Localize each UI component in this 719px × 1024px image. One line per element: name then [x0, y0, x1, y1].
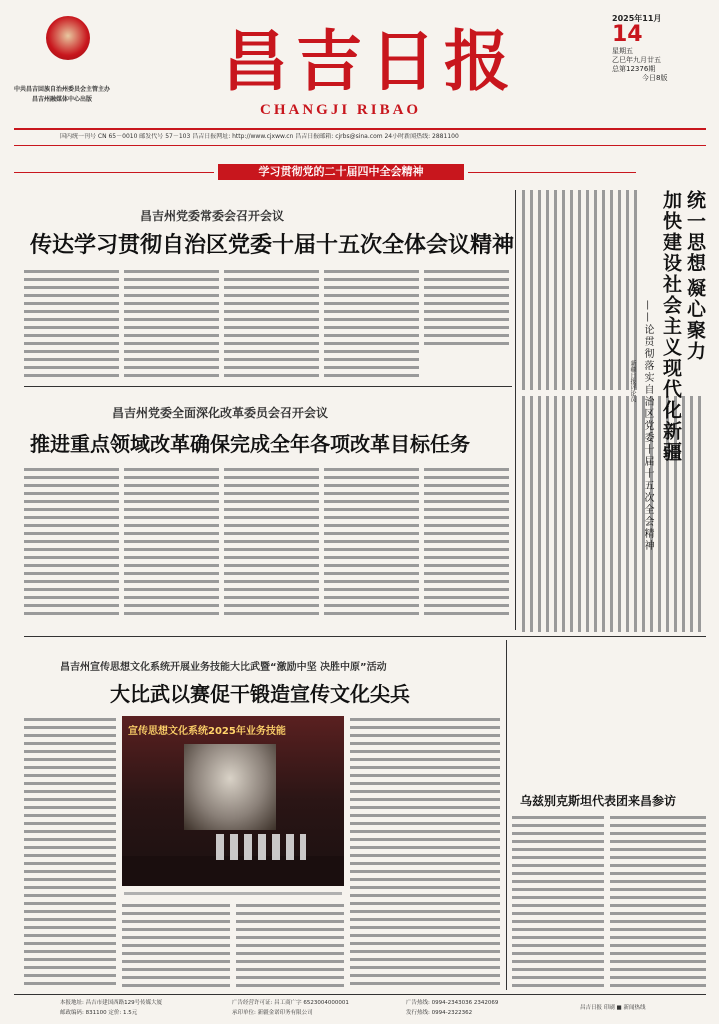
footer-address: 本报地址: 昌吉市建国西路129号传媒大厦 — [60, 1000, 163, 1006]
article4-divider — [506, 640, 507, 990]
article2-headline: 推进重点领域改革确保完成全年各项改革目标任务 — [30, 432, 470, 456]
info-bar: 国内统一刊号 CN 65－0010 邮发代号 57－103 昌吉日报网址: http://www.cjxww.cn 昌吉日报邮箱: cjrbs@sina.com 24小时新闻热线: 2881100 — [60, 133, 459, 140]
article1-body-col2 — [124, 268, 219, 380]
photo-people — [216, 834, 306, 860]
commentary-body-upper — [520, 190, 640, 390]
article1-body-col1 — [24, 268, 119, 380]
article2-body-col1 — [24, 466, 119, 618]
article1-body-col5 — [424, 268, 509, 348]
article2-body-col3 — [224, 466, 319, 618]
footer-distribution: 发行热线: 0994-2322362 — [406, 1010, 473, 1016]
commentary-byline: 新疆日报评论员 — [629, 360, 636, 402]
article3-body-col1 — [24, 716, 116, 988]
publisher-line-1: 中共昌吉回族自治州委员会主管主办 — [14, 86, 111, 93]
article4-headline: 乌兹别克斯坦代表团来昌参访 — [520, 794, 677, 808]
masthead-pinyin: CHANGJI RIBAO — [260, 102, 422, 118]
article1-headline: 传达学习贯彻自治区党委十届十五次全体会议精神 — [30, 232, 515, 258]
article1-kicker: 昌吉州党委常委会召开会议 — [140, 209, 285, 223]
article1-divider — [24, 386, 512, 387]
logo-emblem — [46, 16, 90, 60]
footer-ad-hotline: 广告热线: 0994-2343036 2342069 — [406, 1000, 499, 1006]
article3-body-col3 — [236, 902, 344, 988]
article3-headline: 大比武以赛促干锻造宣传文化尖兵 — [110, 682, 410, 706]
date-weekday: 星期五 — [612, 47, 633, 55]
commentary-title-2: 凝心聚力 — [684, 278, 706, 362]
footer-license: 广告经营许可证: 昌工商广字 6523004000001 — [232, 1000, 349, 1006]
article3-body-col4 — [350, 716, 500, 988]
info-bar-rule — [14, 145, 706, 146]
banner-line-left — [14, 172, 214, 173]
article2-body-col4 — [324, 466, 419, 618]
section-rule — [24, 636, 706, 637]
article2-kicker: 昌吉州党委全面深化改革委员会召开会议 — [112, 406, 329, 420]
article2-body-col2 — [124, 466, 219, 618]
photo-portrait — [184, 744, 276, 830]
issue-number: 总第12376期 — [612, 65, 656, 73]
date-lunar: 乙巳年九月廿五 — [612, 56, 661, 64]
footer-rule — [14, 994, 706, 995]
article3-kicker: 昌吉州宣传思想文化系统开展业务技能大比武暨“激励中坚 决胜中原”活动 — [60, 662, 387, 673]
date-block — [612, 14, 708, 83]
footer-postal: 邮政编码: 831100 定价: 1.5元 — [60, 1010, 138, 1016]
date-day: 14 — [612, 22, 643, 47]
page-count: 今日8版 — [642, 74, 668, 82]
commentary-title-3: 加快建设社会主义现代化新疆 — [660, 190, 682, 463]
article3-photo-credit — [124, 890, 342, 898]
photo-stage-floor — [122, 856, 344, 886]
article1-body-col3 — [224, 268, 319, 380]
masthead-title: 昌吉日报 — [222, 22, 518, 100]
commentary-subtitle: ——论贯彻落实自治区党委十届十五次全会精神 — [642, 300, 653, 552]
footer-printer: 承印单位: 新疆金诺印务有限公司 — [232, 1010, 313, 1016]
article3-body-col2 — [122, 902, 230, 988]
article4-body-col1 — [512, 814, 604, 988]
masthead-rule — [14, 128, 706, 130]
banner-line-right — [468, 172, 636, 173]
theme-banner: 学习贯彻党的二十届四中全会精神 — [218, 164, 464, 180]
article1-body-col4 — [324, 268, 419, 380]
footer-misc: 昌吉日报 印刷 ■ 新闻热线 — [580, 1005, 646, 1011]
article2-body-col5 — [424, 466, 509, 618]
article4-body-col2 — [610, 814, 706, 988]
date-year-month: 2025年11月 — [612, 14, 662, 23]
commentary-title-1: 统一思想 — [684, 190, 706, 274]
event-photo — [122, 716, 344, 886]
photo-stage-banner: 宣传思想文化系统2025年业务技能 — [128, 726, 286, 737]
commentary-divider — [515, 190, 516, 630]
publisher-line-2: 昌吉州融媒体中心出版 — [32, 96, 93, 103]
